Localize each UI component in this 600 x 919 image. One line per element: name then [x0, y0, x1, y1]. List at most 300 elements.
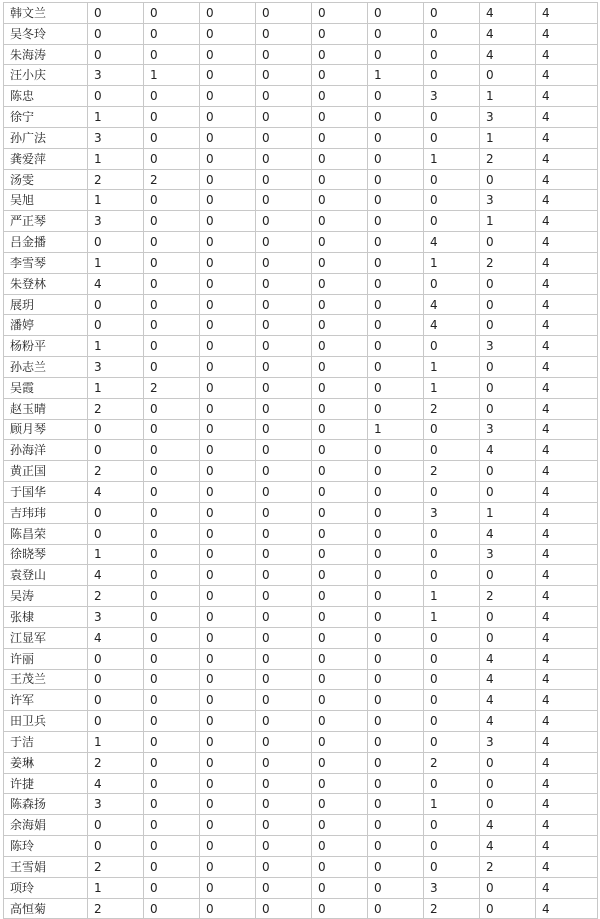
row-value-cell: 3: [88, 357, 144, 378]
row-value-cell: 0: [480, 461, 536, 482]
row-value-cell: 0: [200, 315, 256, 336]
row-value-cell: 0: [144, 336, 200, 357]
row-value-cell: 0: [144, 461, 200, 482]
row-value-cell: 4: [536, 377, 598, 398]
row-name-cell: 李雪琴: [4, 252, 88, 273]
row-name-cell: 吴冬玲: [4, 23, 88, 44]
row-name-cell: 江显军: [4, 627, 88, 648]
row-value-cell: 0: [368, 877, 424, 898]
row-value-cell: 0: [144, 711, 200, 732]
row-value-cell: 0: [368, 523, 424, 544]
row-value-cell: 0: [480, 315, 536, 336]
row-value-cell: 0: [312, 127, 368, 148]
row-value-cell: 0: [256, 44, 312, 65]
table-row: [4, 3, 598, 24]
row-name-cell: 吴涛: [4, 586, 88, 607]
row-value-cell: 4: [536, 398, 598, 419]
row-value-cell: 0: [368, 794, 424, 815]
row-value-cell: 4: [536, 86, 598, 107]
row-value-cell: 4: [536, 669, 598, 690]
row-value-cell: 0: [480, 898, 536, 919]
row-value-cell: 2: [424, 898, 480, 919]
row-value-cell: 1: [424, 377, 480, 398]
row-value-cell: 0: [200, 898, 256, 919]
row-value-cell: 1: [88, 877, 144, 898]
row-value-cell: 0: [480, 794, 536, 815]
row-value-cell: 0: [424, 440, 480, 461]
row-value-cell: 0: [424, 273, 480, 294]
row-value-cell: 0: [200, 690, 256, 711]
row-value-cell: 0: [480, 565, 536, 586]
row-value-cell: 4: [536, 252, 598, 273]
row-value-cell: 0: [368, 565, 424, 586]
row-value-cell: 2: [480, 856, 536, 877]
row-value-cell: 0: [144, 690, 200, 711]
row-value-cell: 0: [256, 898, 312, 919]
table-row: [4, 690, 598, 711]
row-value-cell: 4: [536, 482, 598, 503]
row-value-cell: 4: [424, 232, 480, 253]
row-value-cell: 0: [200, 398, 256, 419]
row-value-cell: 0: [200, 586, 256, 607]
row-value-cell: 0: [256, 690, 312, 711]
row-value-cell: 0: [256, 3, 312, 24]
row-value-cell: 0: [256, 336, 312, 357]
row-value-cell: 0: [312, 419, 368, 440]
row-value-cell: 0: [200, 773, 256, 794]
table-row: [4, 648, 598, 669]
row-value-cell: 1: [88, 544, 144, 565]
row-value-cell: 0: [424, 856, 480, 877]
row-value-cell: 0: [312, 169, 368, 190]
row-value-cell: 0: [144, 752, 200, 773]
row-value-cell: 0: [144, 315, 200, 336]
row-value-cell: 0: [144, 273, 200, 294]
row-name-cell: 田卫兵: [4, 711, 88, 732]
row-name-cell: 龚爱萍: [4, 148, 88, 169]
row-value-cell: 0: [368, 856, 424, 877]
row-name-cell: 韩文兰: [4, 3, 88, 24]
row-value-cell: 4: [480, 815, 536, 836]
row-value-cell: 0: [256, 461, 312, 482]
row-value-cell: 0: [480, 377, 536, 398]
row-value-cell: 0: [144, 482, 200, 503]
row-value-cell: 0: [88, 502, 144, 523]
row-value-cell: 0: [312, 336, 368, 357]
row-value-cell: 0: [312, 461, 368, 482]
row-value-cell: 0: [200, 273, 256, 294]
row-value-cell: 0: [144, 898, 200, 919]
row-value-cell: 0: [144, 127, 200, 148]
row-value-cell: 0: [312, 440, 368, 461]
row-value-cell: 0: [144, 398, 200, 419]
row-value-cell: 0: [200, 127, 256, 148]
row-value-cell: 0: [312, 357, 368, 378]
row-value-cell: 0: [144, 877, 200, 898]
row-value-cell: 2: [144, 377, 200, 398]
row-value-cell: 0: [312, 190, 368, 211]
row-value-cell: 0: [312, 690, 368, 711]
row-value-cell: 4: [480, 523, 536, 544]
row-value-cell: 0: [200, 731, 256, 752]
table-row: [4, 773, 598, 794]
row-value-cell: 4: [536, 315, 598, 336]
row-value-cell: 0: [312, 565, 368, 586]
row-value-cell: 4: [88, 273, 144, 294]
row-value-cell: 1: [480, 86, 536, 107]
row-value-cell: 4: [424, 315, 480, 336]
row-value-cell: 0: [312, 107, 368, 128]
row-value-cell: 1: [144, 65, 200, 86]
row-value-cell: 4: [536, 836, 598, 857]
row-value-cell: 0: [256, 252, 312, 273]
row-value-cell: 3: [88, 127, 144, 148]
row-value-cell: 4: [536, 419, 598, 440]
row-value-cell: 0: [480, 65, 536, 86]
row-value-cell: 0: [200, 294, 256, 315]
row-value-cell: 0: [256, 169, 312, 190]
row-value-cell: 0: [424, 815, 480, 836]
row-value-cell: 0: [144, 648, 200, 669]
table-row: [4, 127, 598, 148]
row-name-cell: 严正琴: [4, 211, 88, 232]
row-value-cell: 0: [424, 3, 480, 24]
row-value-cell: 0: [256, 815, 312, 836]
row-value-cell: 0: [88, 232, 144, 253]
row-value-cell: 0: [200, 815, 256, 836]
row-value-cell: 0: [312, 23, 368, 44]
row-value-cell: 0: [88, 86, 144, 107]
row-value-cell: 0: [256, 773, 312, 794]
row-value-cell: 0: [256, 502, 312, 523]
row-value-cell: 0: [256, 836, 312, 857]
row-value-cell: 4: [536, 607, 598, 628]
row-value-cell: 2: [88, 398, 144, 419]
row-value-cell: 4: [88, 565, 144, 586]
row-name-cell: 陈玲: [4, 836, 88, 857]
row-value-cell: 0: [368, 190, 424, 211]
row-value-cell: 0: [312, 523, 368, 544]
row-value-cell: 0: [424, 211, 480, 232]
row-value-cell: 0: [312, 898, 368, 919]
row-value-cell: 0: [200, 856, 256, 877]
row-value-cell: 0: [200, 107, 256, 128]
row-value-cell: 0: [200, 3, 256, 24]
row-name-cell: 徐晓琴: [4, 544, 88, 565]
row-value-cell: 0: [368, 586, 424, 607]
row-value-cell: 1: [424, 148, 480, 169]
row-value-cell: 4: [480, 440, 536, 461]
row-value-cell: 0: [368, 607, 424, 628]
table-row: [4, 836, 598, 857]
row-value-cell: 0: [256, 627, 312, 648]
row-value-cell: 0: [144, 627, 200, 648]
row-value-cell: 0: [312, 648, 368, 669]
row-value-cell: 2: [88, 586, 144, 607]
row-value-cell: 0: [480, 398, 536, 419]
row-value-cell: 0: [424, 169, 480, 190]
row-value-cell: 0: [424, 565, 480, 586]
table-row: [4, 440, 598, 461]
row-value-cell: 0: [312, 836, 368, 857]
row-value-cell: 2: [424, 752, 480, 773]
table-row: [4, 86, 598, 107]
table-body: [4, 3, 598, 919]
row-name-cell: 项玲: [4, 877, 88, 898]
row-value-cell: 0: [144, 586, 200, 607]
row-value-cell: 0: [88, 419, 144, 440]
row-value-cell: 3: [480, 731, 536, 752]
row-value-cell: 0: [312, 586, 368, 607]
row-name-cell: 许捷: [4, 773, 88, 794]
row-value-cell: 0: [312, 211, 368, 232]
table-row: [4, 273, 598, 294]
row-value-cell: 4: [536, 856, 598, 877]
row-value-cell: 0: [424, 482, 480, 503]
row-value-cell: 0: [256, 523, 312, 544]
row-value-cell: 0: [312, 711, 368, 732]
row-value-cell: 2: [480, 148, 536, 169]
row-value-cell: 0: [368, 898, 424, 919]
row-value-cell: 0: [88, 23, 144, 44]
row-value-cell: 4: [480, 3, 536, 24]
row-value-cell: 0: [424, 690, 480, 711]
row-name-cell: 高恒菊: [4, 898, 88, 919]
table-row: [4, 398, 598, 419]
row-value-cell: 0: [368, 731, 424, 752]
row-value-cell: 4: [536, 107, 598, 128]
row-value-cell: 4: [536, 690, 598, 711]
row-name-cell: 孙志兰: [4, 357, 88, 378]
row-value-cell: 0: [200, 877, 256, 898]
row-value-cell: 3: [480, 190, 536, 211]
table-row: [4, 482, 598, 503]
row-name-cell: 杨粉平: [4, 336, 88, 357]
row-value-cell: 0: [312, 794, 368, 815]
row-value-cell: 0: [144, 86, 200, 107]
row-value-cell: 0: [368, 398, 424, 419]
row-value-cell: 0: [144, 357, 200, 378]
row-value-cell: 0: [424, 773, 480, 794]
row-value-cell: 0: [368, 377, 424, 398]
row-value-cell: 0: [368, 252, 424, 273]
row-value-cell: 0: [256, 65, 312, 86]
row-name-cell: 吴旭: [4, 190, 88, 211]
row-value-cell: 0: [88, 669, 144, 690]
row-value-cell: 0: [424, 65, 480, 86]
row-value-cell: 0: [256, 648, 312, 669]
row-value-cell: 0: [256, 565, 312, 586]
row-value-cell: 1: [480, 211, 536, 232]
row-name-cell: 朱海涛: [4, 44, 88, 65]
row-value-cell: 4: [536, 773, 598, 794]
row-value-cell: 0: [312, 273, 368, 294]
row-value-cell: 4: [536, 148, 598, 169]
row-value-cell: 0: [480, 232, 536, 253]
row-value-cell: 0: [200, 440, 256, 461]
table-row: [4, 898, 598, 919]
row-name-cell: 潘婷: [4, 315, 88, 336]
row-value-cell: 1: [424, 607, 480, 628]
row-value-cell: 1: [88, 377, 144, 398]
row-value-cell: 0: [256, 669, 312, 690]
row-value-cell: 0: [368, 502, 424, 523]
table-row: [4, 357, 598, 378]
row-value-cell: 0: [256, 752, 312, 773]
row-value-cell: 0: [312, 148, 368, 169]
row-name-cell: 汤雯: [4, 169, 88, 190]
row-value-cell: 0: [256, 148, 312, 169]
row-value-cell: 0: [144, 794, 200, 815]
row-value-cell: 0: [200, 482, 256, 503]
row-value-cell: 0: [424, 107, 480, 128]
row-value-cell: 0: [424, 836, 480, 857]
table-row: [4, 565, 598, 586]
row-value-cell: 0: [368, 294, 424, 315]
row-value-cell: 0: [256, 794, 312, 815]
table-row: [4, 731, 598, 752]
row-value-cell: 1: [480, 127, 536, 148]
row-value-cell: 0: [424, 336, 480, 357]
row-name-cell: 吴霞: [4, 377, 88, 398]
row-value-cell: 0: [368, 127, 424, 148]
table-row: [4, 711, 598, 732]
row-value-cell: 0: [256, 440, 312, 461]
table-row: [4, 794, 598, 815]
row-value-cell: 0: [200, 794, 256, 815]
row-value-cell: 4: [536, 502, 598, 523]
row-value-cell: 1: [88, 190, 144, 211]
row-value-cell: 3: [88, 794, 144, 815]
row-value-cell: 0: [312, 482, 368, 503]
row-value-cell: 4: [536, 544, 598, 565]
row-value-cell: 0: [88, 690, 144, 711]
row-value-cell: 0: [256, 315, 312, 336]
table-row: [4, 419, 598, 440]
row-value-cell: 0: [368, 23, 424, 44]
row-value-cell: 0: [200, 711, 256, 732]
row-value-cell: 4: [536, 273, 598, 294]
row-value-cell: 0: [256, 357, 312, 378]
table-row: [4, 627, 598, 648]
row-value-cell: 0: [144, 440, 200, 461]
row-name-cell: 赵玉晴: [4, 398, 88, 419]
row-value-cell: 0: [424, 127, 480, 148]
row-value-cell: 1: [88, 148, 144, 169]
row-name-cell: 王雪娟: [4, 856, 88, 877]
table-row: [4, 169, 598, 190]
row-value-cell: 0: [368, 169, 424, 190]
table-row: [4, 461, 598, 482]
row-value-cell: 0: [256, 211, 312, 232]
row-value-cell: 0: [144, 836, 200, 857]
row-name-cell: 孙海洋: [4, 440, 88, 461]
row-value-cell: 0: [144, 523, 200, 544]
row-value-cell: 0: [312, 377, 368, 398]
row-value-cell: 4: [88, 627, 144, 648]
row-value-cell: 0: [256, 607, 312, 628]
table-row: [4, 211, 598, 232]
row-value-cell: 4: [536, 127, 598, 148]
row-name-cell: 陈森扬: [4, 794, 88, 815]
table-row: [4, 815, 598, 836]
row-value-cell: 0: [256, 377, 312, 398]
row-value-cell: 0: [312, 502, 368, 523]
row-value-cell: 4: [480, 44, 536, 65]
row-value-cell: 1: [480, 502, 536, 523]
row-value-cell: 4: [536, 565, 598, 586]
row-value-cell: 4: [536, 898, 598, 919]
row-value-cell: 0: [368, 315, 424, 336]
row-value-cell: 0: [256, 294, 312, 315]
row-value-cell: 0: [312, 815, 368, 836]
row-value-cell: 0: [200, 419, 256, 440]
row-value-cell: 3: [424, 877, 480, 898]
row-value-cell: 0: [312, 252, 368, 273]
row-name-cell: 朱登林: [4, 273, 88, 294]
row-value-cell: 0: [200, 357, 256, 378]
table-row: [4, 294, 598, 315]
row-value-cell: 0: [312, 294, 368, 315]
row-value-cell: 3: [480, 544, 536, 565]
row-value-cell: 3: [88, 211, 144, 232]
row-value-cell: 0: [200, 23, 256, 44]
row-value-cell: 4: [480, 836, 536, 857]
row-value-cell: 0: [144, 856, 200, 877]
row-value-cell: 0: [256, 586, 312, 607]
row-value-cell: 0: [144, 211, 200, 232]
row-value-cell: 3: [88, 607, 144, 628]
row-value-cell: 0: [144, 23, 200, 44]
row-value-cell: 4: [480, 669, 536, 690]
row-value-cell: 3: [88, 65, 144, 86]
row-name-cell: 汪小庆: [4, 65, 88, 86]
row-value-cell: 0: [312, 65, 368, 86]
row-value-cell: 4: [536, 731, 598, 752]
row-value-cell: 4: [536, 523, 598, 544]
row-value-cell: 0: [256, 877, 312, 898]
row-value-cell: 4: [536, 440, 598, 461]
row-value-cell: 0: [144, 294, 200, 315]
row-value-cell: 0: [144, 773, 200, 794]
row-value-cell: 0: [144, 502, 200, 523]
row-value-cell: 0: [368, 690, 424, 711]
row-value-cell: 4: [88, 773, 144, 794]
row-value-cell: 0: [480, 752, 536, 773]
row-value-cell: 0: [256, 127, 312, 148]
row-value-cell: 1: [368, 419, 424, 440]
row-value-cell: 4: [536, 627, 598, 648]
row-value-cell: 0: [200, 232, 256, 253]
row-value-cell: 0: [200, 169, 256, 190]
row-value-cell: 0: [312, 544, 368, 565]
row-value-cell: 0: [256, 232, 312, 253]
row-value-cell: 0: [312, 315, 368, 336]
row-name-cell: 于洁: [4, 731, 88, 752]
row-value-cell: 0: [256, 107, 312, 128]
row-value-cell: 0: [200, 752, 256, 773]
row-value-cell: 0: [368, 357, 424, 378]
row-name-cell: 顾月琴: [4, 419, 88, 440]
row-name-cell: 黄正国: [4, 461, 88, 482]
row-value-cell: 0: [88, 711, 144, 732]
row-value-cell: 0: [144, 815, 200, 836]
row-value-cell: 2: [88, 752, 144, 773]
row-name-cell: 徐宁: [4, 107, 88, 128]
row-value-cell: 0: [480, 169, 536, 190]
row-value-cell: 0: [144, 669, 200, 690]
row-value-cell: 0: [368, 752, 424, 773]
